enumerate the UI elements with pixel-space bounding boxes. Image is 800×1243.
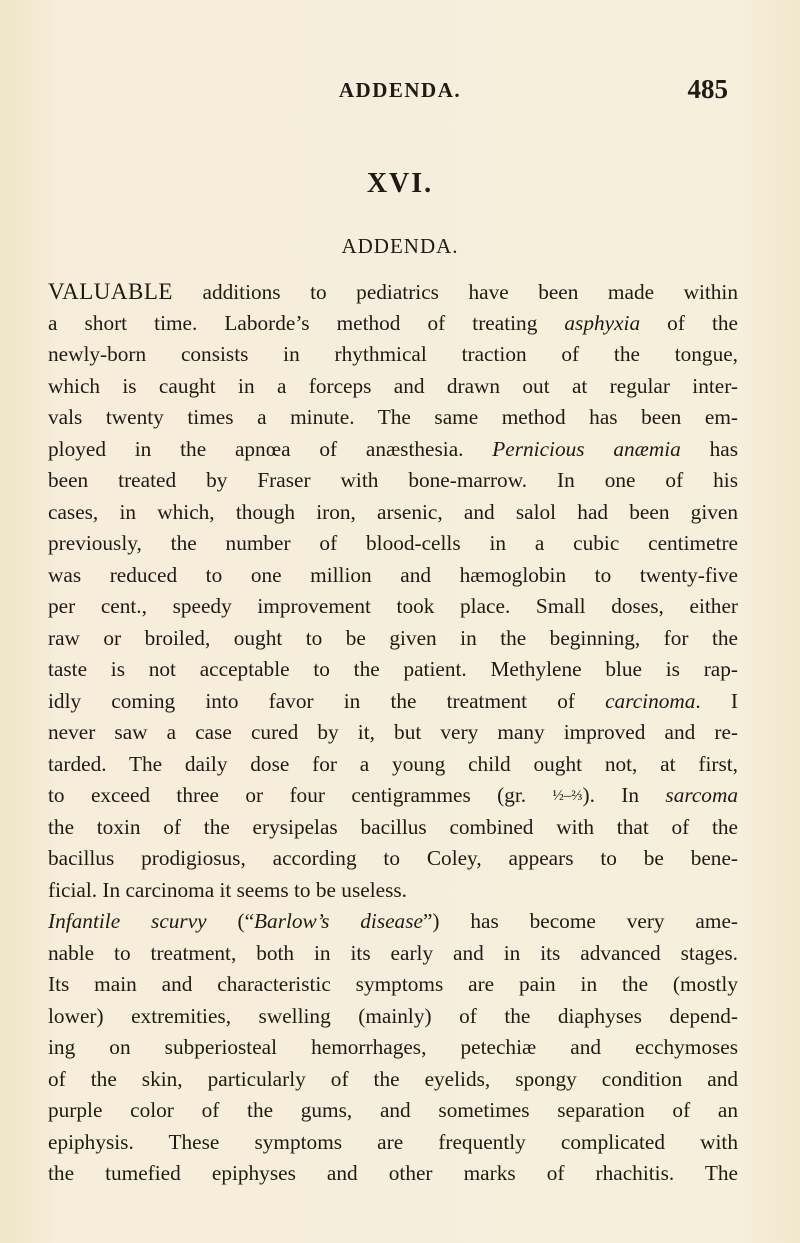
text-line: lower) extremities, swelling (mainly) of the diaphyses depend-	[48, 1003, 738, 1028]
text-line: taste is not acceptable to the patient. Methylene blue is rap-	[48, 657, 738, 681]
text-line: of the skin, particularly of the eyelids, spongy condition and	[48, 1066, 738, 1091]
text-line: vals twenty times a minute. The same method has been em-	[48, 405, 738, 429]
fraction: ½–⅔	[552, 788, 583, 804]
emphasis: Infantile scurvy	[48, 909, 207, 933]
text-line: Infantile scurvy (“Barlow’s disease”) has become very ame-	[48, 909, 738, 933]
text-line: purple color of the gums, and sometimes separation of an	[48, 1098, 738, 1122]
emphasis: asphyxia	[564, 310, 641, 335]
running-title: ADDENDA.	[338, 78, 462, 102]
text-line: per cent., speedy improvement took place. Small doses, either	[48, 594, 738, 618]
running-head	[0, 76, 800, 106]
text-line: which is caught in a forceps and drawn out at regular inter-	[48, 373, 738, 398]
text-line: been treated by Fraser with bone-marrow. In one of his	[48, 468, 738, 492]
text-line: newly-born consists in rhythmical traction of the tongue,	[48, 342, 738, 366]
text-line: ficial. In carcinoma it seems to be useless.	[48, 877, 407, 902]
text-line: raw or broiled, ought to be given in the beginning, for the	[48, 625, 738, 650]
text-line: a short time. Laborde’s method of treating asphyxia of the	[48, 310, 738, 335]
text-line: VALUABLE additions to pediatrics have been made within	[48, 279, 738, 304]
text-line: ployed in the apnœa of anæsthesia. Pernicious anæmia has	[48, 436, 739, 461]
drop-word: VALUABLE	[48, 279, 173, 304]
text-line: tarded. The daily dose for a young child ought not, at first,	[48, 751, 738, 776]
text-line: cases, in which, though iron, arsenic, and salol had been given	[48, 499, 738, 524]
text-line: the toxin of the erysipelas bacillus combined with that of the	[48, 814, 738, 839]
body-text	[48, 276, 738, 1190]
text-line: to exceed three or four centigrammes (gr. ½–⅔). In sarcoma	[48, 783, 738, 807]
text-line: idly coming into favor in the treatment of carcinoma. I	[48, 688, 738, 713]
text-line: ing on subperiosteal hemorrhages, petechiæ and ecchymoses	[48, 1035, 738, 1059]
page-number: 485	[687, 74, 728, 104]
text-line: was reduced to one million and hæmoglobin to twenty-five	[48, 562, 738, 587]
emphasis: Barlow’s disease	[254, 909, 423, 933]
text-line: Its main and characteristic symptoms are pain in the (mostly	[48, 972, 738, 996]
chapter-title: ADDENDA.	[341, 234, 459, 258]
text-line: never saw a case cured by it, but very many improved and re-	[48, 720, 738, 744]
emphasis: Pernicious anæmia	[492, 436, 681, 461]
text-line: previously, the number of blood-cells in a cubic centimetre	[48, 531, 738, 555]
chapter-number: XVI.	[366, 168, 434, 199]
emphasis: carcinoma	[605, 688, 696, 713]
text-line: bacillus prodigiosus, according to Coley, appears to be bene-	[48, 846, 738, 870]
emphasis: sarcoma	[665, 783, 738, 807]
text-line: nable to treatment, both in its early and in its advanced stages.	[48, 940, 738, 965]
text-line: epiphysis. These symptoms are frequently complicated with	[48, 1129, 738, 1154]
text-line: the tumefied epiphyses and other marks of rhachitis. The	[48, 1161, 738, 1185]
